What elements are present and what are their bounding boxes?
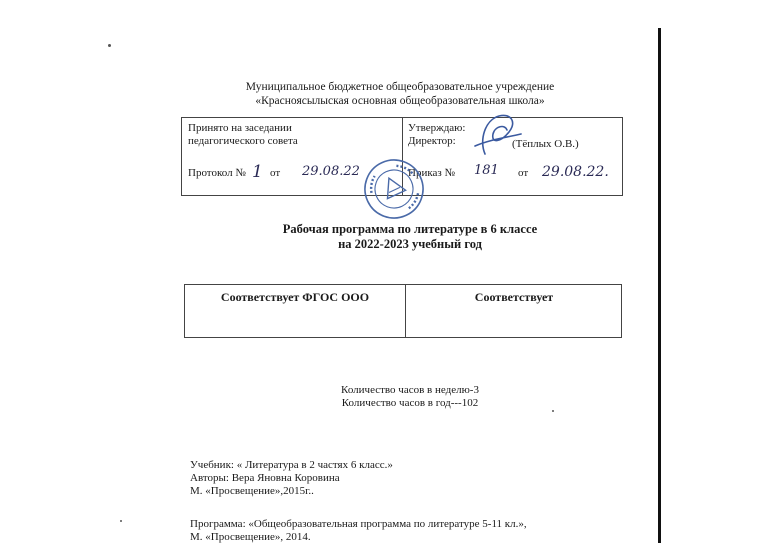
protocol-label: Протокол № <box>188 167 246 179</box>
order-from-label: от <box>518 167 529 179</box>
order-number: 181 <box>474 163 499 178</box>
hours-block <box>190 384 630 410</box>
protocol-from-label: от <box>270 167 281 179</box>
director-name: (Тёплых О.В.) <box>512 138 579 150</box>
textbook-line-1: Учебник: « Литература в 2 частях 6 класс.» <box>190 459 393 471</box>
school-stamp-icon <box>362 157 426 221</box>
program-block <box>190 518 527 543</box>
header-line-2: «Красноясылыская основная общеобразовательная школа» <box>255 95 545 107</box>
hours-per-week: Количество часов в неделю-3 <box>341 384 479 396</box>
scan-speck <box>120 520 122 522</box>
protocol-number: 1 <box>252 162 263 182</box>
order-label: Приказ № <box>408 167 455 179</box>
approve-label: Утверждаю: <box>408 122 466 134</box>
order-date: 29.08.22. <box>542 164 609 180</box>
scan-speck <box>108 44 111 47</box>
scan-edge-line <box>658 28 661 543</box>
accepted-line-1: Принято на заседании <box>188 122 292 134</box>
protocol-date: 29.08.22 <box>302 164 360 179</box>
textbook-line-3: М. «Просвещение»,2015г.. <box>190 485 314 497</box>
compliance-table <box>184 284 622 338</box>
school-header <box>170 80 630 108</box>
textbook-block <box>190 459 393 498</box>
compliance-left-cell: Соответствует ФГОС ООО <box>220 290 370 304</box>
title-line-2: на 2022-2023 учебный год <box>338 237 482 251</box>
textbook-line-2: Авторы: Вера Яновна Коровина <box>190 472 340 484</box>
scan-speck <box>552 410 554 412</box>
program-line-1: Программа: «Общеобразовательная программа по литературе 5-11 кл.», <box>190 518 527 530</box>
director-label: Директор: <box>408 135 456 147</box>
program-title <box>180 222 640 252</box>
header-line-1: Муниципальное бюджетное общеобразовательное учреждение <box>245 81 555 93</box>
hours-per-year: Количество часов в год---102 <box>341 397 479 409</box>
program-line-2: М. «Просвещение», 2014. <box>190 531 311 543</box>
signature-mark <box>455 110 535 160</box>
accepted-line-2: педагогического совета <box>188 135 298 147</box>
title-line-1: Рабочая программа по литературе в 6 классе <box>282 222 538 236</box>
compliance-right-cell: Соответствует <box>474 290 554 304</box>
